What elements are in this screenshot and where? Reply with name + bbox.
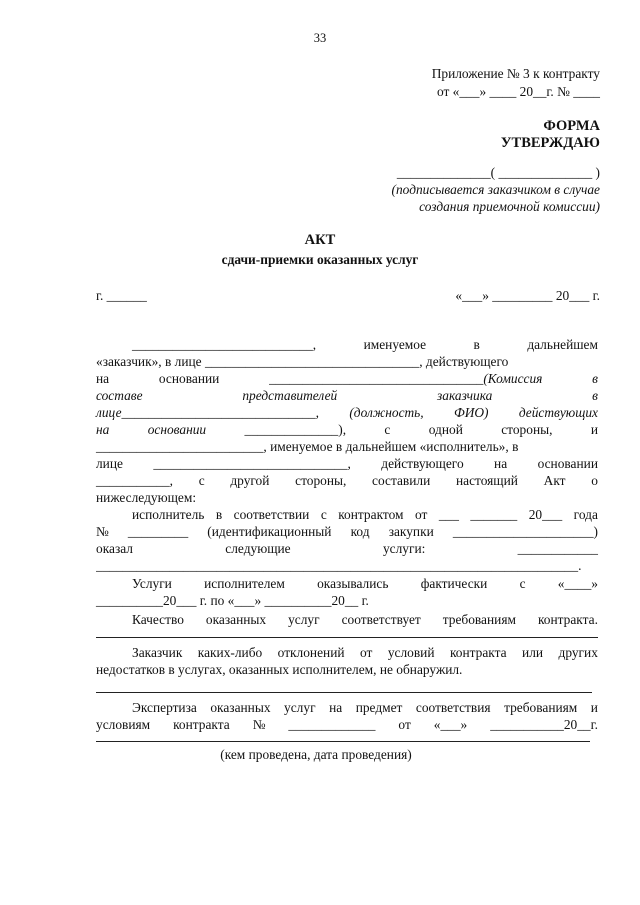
body-line-12: № _________ (идентификационный код закупки _____________________) <box>96 524 598 539</box>
body-line-1: ___________________________, именуемое в дальнейшем <box>132 337 598 352</box>
blank-line-1 <box>96 637 598 638</box>
signature-note-2: создания приемочной комиссии) <box>419 199 600 214</box>
body-line-4: составе представителей заказчика в <box>96 388 598 403</box>
body-line-11: исполнитель в соответствии с контрактом от ___ _______ 20___ года <box>132 507 598 522</box>
body-line-3: на основании ________________________________(Комиссия в <box>96 371 598 386</box>
approve-label: УТВЕРЖДАЮ <box>500 135 600 151</box>
page-number: 33 <box>313 31 327 45</box>
body-line-15: Услуги исполнителем оказывались фактически с «____» <box>132 576 598 591</box>
body-line-19: недостатков в услугах, оказанных исполнителем, не обнаружил. <box>96 662 463 677</box>
body-line-17: Качество оказанных услуг соответствует требованиям контракта. <box>132 612 598 627</box>
form-label: ФОРМА <box>543 118 600 134</box>
body-line-21: условиям контракта № _____________ от «___» ___________20__г. <box>96 717 598 732</box>
body-line-9: ___________, с другой стороны, составили настоящий Акт о <box>96 473 598 488</box>
body-line-16: __________20___ г. по «___» __________20__ г. <box>96 593 369 608</box>
body-line-13: оказал следующие услуги: ____________ <box>96 541 598 556</box>
body-line-18: Заказчик каких-либо отклонений от условий контракта или других <box>132 645 598 660</box>
appendix-line-2: от «___» ____ 20__г. № ____ <box>436 84 600 99</box>
blank-line-2 <box>96 692 592 693</box>
body-line-7: _________________________, именуемое в дальнейшем «исполнитель», в <box>96 439 519 454</box>
appendix-line-1: Приложение № 3 к контракту <box>431 66 600 81</box>
body-line-20: Экспертиза оказанных услуг на предмет соответствия требованиям и <box>132 700 598 715</box>
place-field: г. ______ <box>96 288 147 303</box>
body-line-2: «заказчик», в лице ________________________________, действующего <box>96 354 509 369</box>
act-title: АКТ <box>304 232 336 248</box>
expertise-caption: (кем проведена, дата проведения) <box>220 747 412 762</box>
signature-note-1: (подписывается заказчиком в случае <box>391 182 600 197</box>
date-field: «___» _________ 20___ г. <box>455 288 600 303</box>
body-line-10: нижеследующем: <box>96 490 197 505</box>
body-line-14: ________________________________________________________________________. <box>96 558 582 573</box>
act-subtitle: сдачи-приемки оказанных услуг <box>221 252 419 267</box>
body-line-6: на основании ______________), с одной стороны, и <box>96 422 598 437</box>
signature-line: ______________( ______________ ) <box>396 165 600 180</box>
body-line-8: лице _____________________________, действующего на основании <box>96 456 598 471</box>
body-line-5: лице_____________________________, (должность, ФИО) действующих <box>96 405 598 420</box>
blank-line-3 <box>96 741 590 742</box>
